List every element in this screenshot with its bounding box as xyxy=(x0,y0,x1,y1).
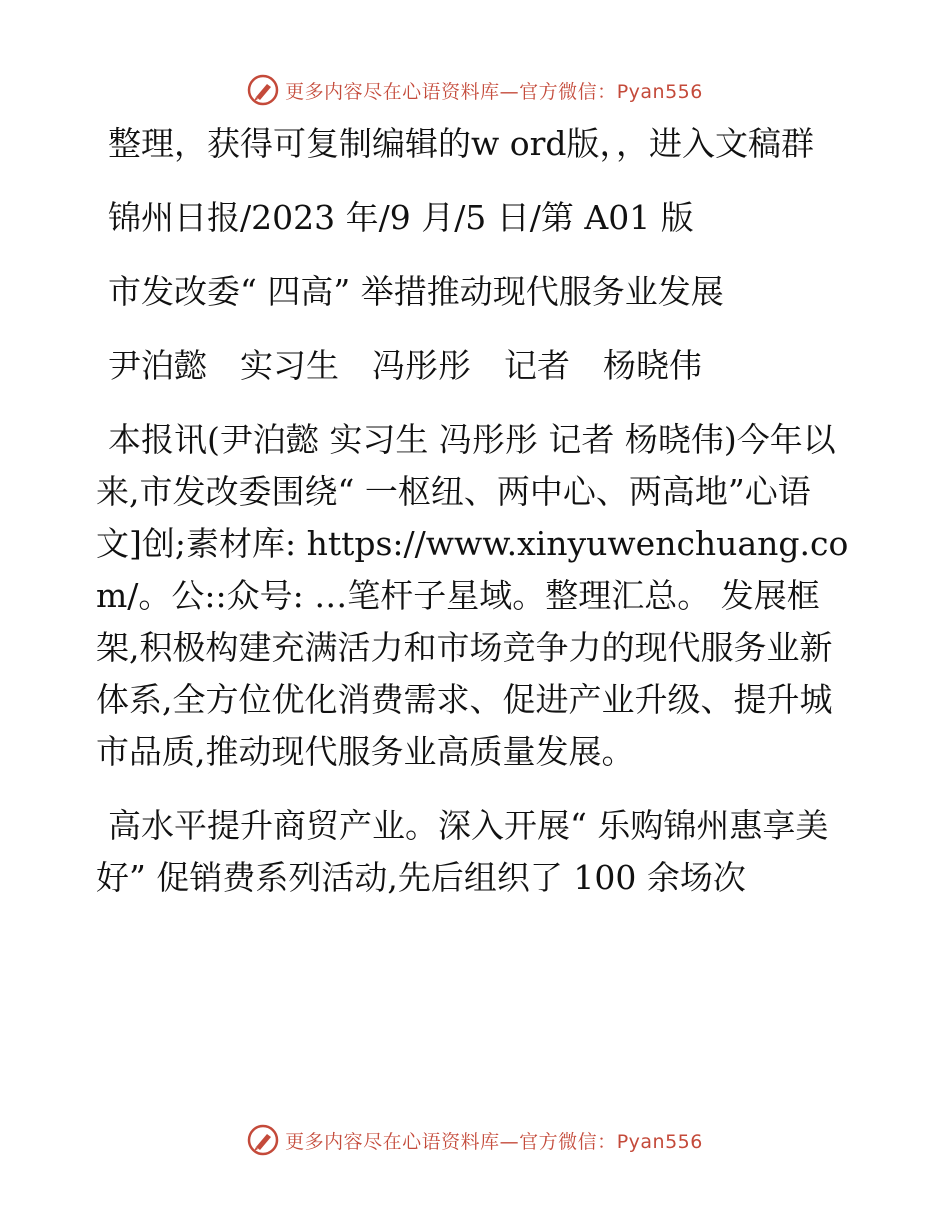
watermark-text: 更多内容尽在心语资料库—官方微信：Pyan556 xyxy=(285,80,703,103)
paragraph: 本报讯(尹泊懿 实习生 冯彤彤 记者 杨晓伟)今年以来,市发改委围绕“ 一枢纽、两中心、两高地”心语文]创;素材库: https://www.xinyuwenchuang.com/。公::众号: …笔杆子星域。整理汇总。 发展框架,积极构建充满活力和市场竞争力的现代服务业新体系,全方位优化消费需求、促进产业升级、提升城市品质,推动现代服务业高质量发展。 xyxy=(96,420,849,771)
byline: 尹泊懿 实习生 冯彤彤 记者 杨晓伟 xyxy=(108,346,702,385)
paragraph: 高水平提升商贸产业。深入开展“ 乐购锦州惠享美好” 促销费系列活动,先后组织了 100 余场次 xyxy=(96,806,829,897)
document-body xyxy=(96,118,856,926)
pen-logo-icon xyxy=(247,74,279,106)
watermark-text: 更多内容尽在心语资料库—官方微信：Pyan556 xyxy=(285,1130,703,1153)
header-watermark xyxy=(0,70,950,110)
footer-watermark xyxy=(0,1120,950,1160)
pen-logo-icon xyxy=(247,1124,279,1156)
article-title: 市发改委“ 四高” 举措推动现代服务业发展 xyxy=(108,272,724,311)
paragraph: 整理，获得可复制编辑的w ord版，，进入文稿群 xyxy=(108,124,815,163)
paragraph: 锦州日报/2023 年/9 月/5 日/第 A01 版 xyxy=(108,198,694,237)
